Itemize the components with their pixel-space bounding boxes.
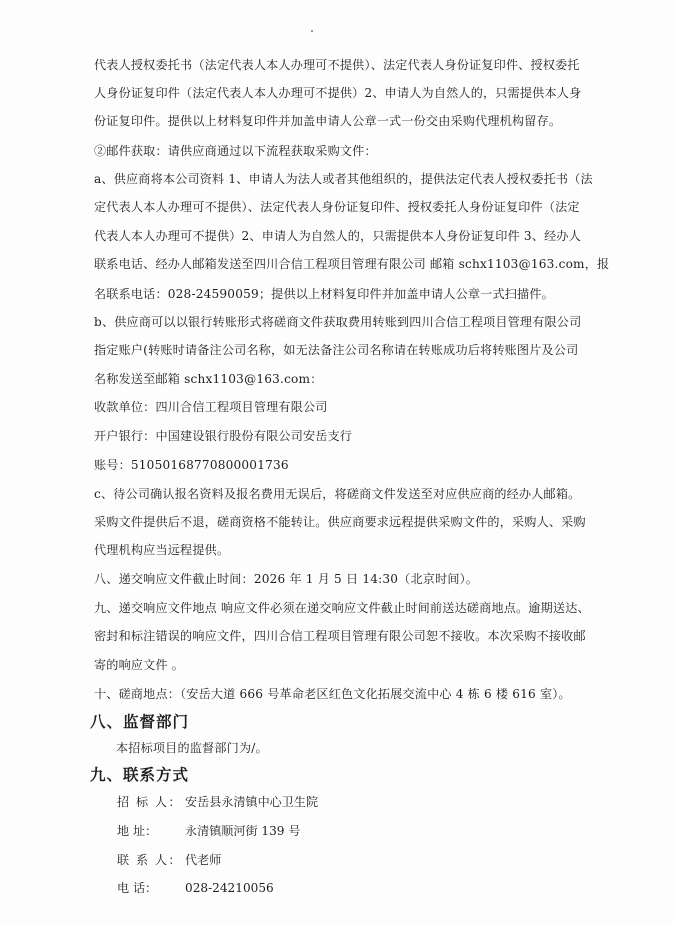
paragraph-line: 联系电话、经办人邮箱发送至四川合信工程项目管理有限公司 邮箱 schx1103@163.com，报 — [94, 257, 610, 271]
contact-label — [117, 794, 182, 810]
supervision-heading: 八、监督部门 — [90, 713, 190, 731]
contact-value: 永清镇顺河街 139 号 — [185, 824, 301, 838]
paragraph-line: 名联系电话：028-24590059；提供以上材料复印件并加盖申请人公章一式扫描件。 — [94, 287, 554, 301]
supervision-text: 本招标项目的监督部门为/。 — [116, 741, 268, 755]
contact-heading: 九、联系方式 — [90, 766, 190, 784]
label-text: 地 址： — [117, 824, 158, 838]
paragraph-line: 代理机构应当远程提供。 — [94, 543, 230, 557]
paragraph-line: 定代表人本人办理可不提供）、法定代表人身份证复印件、授权委托人身份证复印件（法定 — [94, 200, 580, 214]
payee-line: 收款单位：四川合信工程项目管理有限公司 — [94, 400, 328, 414]
paragraph-line: 指定账户(转账时请备注公司名称，如无法备注公司名称请在转账成功后将转账图片及公司 — [94, 343, 579, 357]
contact-value: 028-24210056 — [185, 881, 274, 895]
paragraph-line: 密封和标注错误的响应文件，四川合信工程项目管理有限公司恕不接收。本次采购不接收邮 — [94, 629, 586, 643]
paragraph-line: c、待公司确认报名资料及报名费用无误后，将磋商文件发送至对应供应商的经办人邮箱。 — [94, 487, 581, 501]
paragraph-line: 名称发送至邮箱 schx1103@163.com： — [94, 372, 323, 386]
paragraph-line: 采购文件提供后不退，磋商资格不能转让。供应商要求远程提供采购文件的，采购人、采购 — [94, 515, 586, 529]
label-text: 联 系 人： — [117, 853, 183, 867]
paragraph-line: b、供应商可以以银行转账形式将磋商文件获取费用转账到四川合信工程项目管理有限公司 — [94, 315, 582, 329]
label-text: 招 标 人： — [117, 795, 183, 809]
paragraph-line: 份证复印件。提供以上材料复印件并加盖申请人公章一式一份交由采购代理机构留存。 — [94, 114, 562, 128]
contact-value: 代老师 — [185, 853, 222, 867]
scan-speck — [311, 30, 313, 32]
label-text: 电 话： — [117, 881, 158, 895]
contact-value: 安岳县永清镇中心卫生院 — [185, 795, 319, 809]
paragraph-line: a、供应商将本公司资料 1、申请人为法人或者其他组织的，提供法定代表人授权委托书（法 — [94, 172, 593, 186]
paragraph-line: 九、递交响应文件地点 响应文件必须在递交响应文件截止时间前送达磋商地点。逾期送达、 — [94, 601, 590, 615]
account-line: 账号：51050168770800001736 — [94, 458, 289, 472]
contact-label — [117, 852, 182, 868]
venue-line: 十、磋商地点：（安岳大道 666 号革命老区红色文化拓展交流中心 4 栋 6 楼 616 室）。 — [94, 687, 571, 701]
contact-label — [117, 823, 157, 839]
paragraph-line: 寄的响应文件 。 — [94, 658, 185, 672]
paragraph-line: 代表人授权委托书（法定代表人本人办理可不提供）、法定代表人身份证复印件、授权委托 — [94, 58, 580, 72]
contact-label — [117, 880, 157, 896]
bank-line: 开户银行：中国建设银行股份有限公司安岳支行 — [94, 429, 353, 443]
paragraph-line: 人身份证复印件（法定代表人本人办理可不提供）2、申请人为自然人的，只需提供本人身 — [94, 86, 582, 100]
mail-title: ②邮件获取：请供应商通过以下流程获取采购文件： — [94, 144, 377, 158]
deadline-line: 八、递交响应文件截止时间：2026 年 1 月 5 日 14:30（北京时间）。 — [94, 572, 479, 586]
paragraph-line: 代表人本人办理可不提供）2、申请人为自然人的，只需提供本人身份证复印件 3、经办人 — [94, 229, 581, 243]
